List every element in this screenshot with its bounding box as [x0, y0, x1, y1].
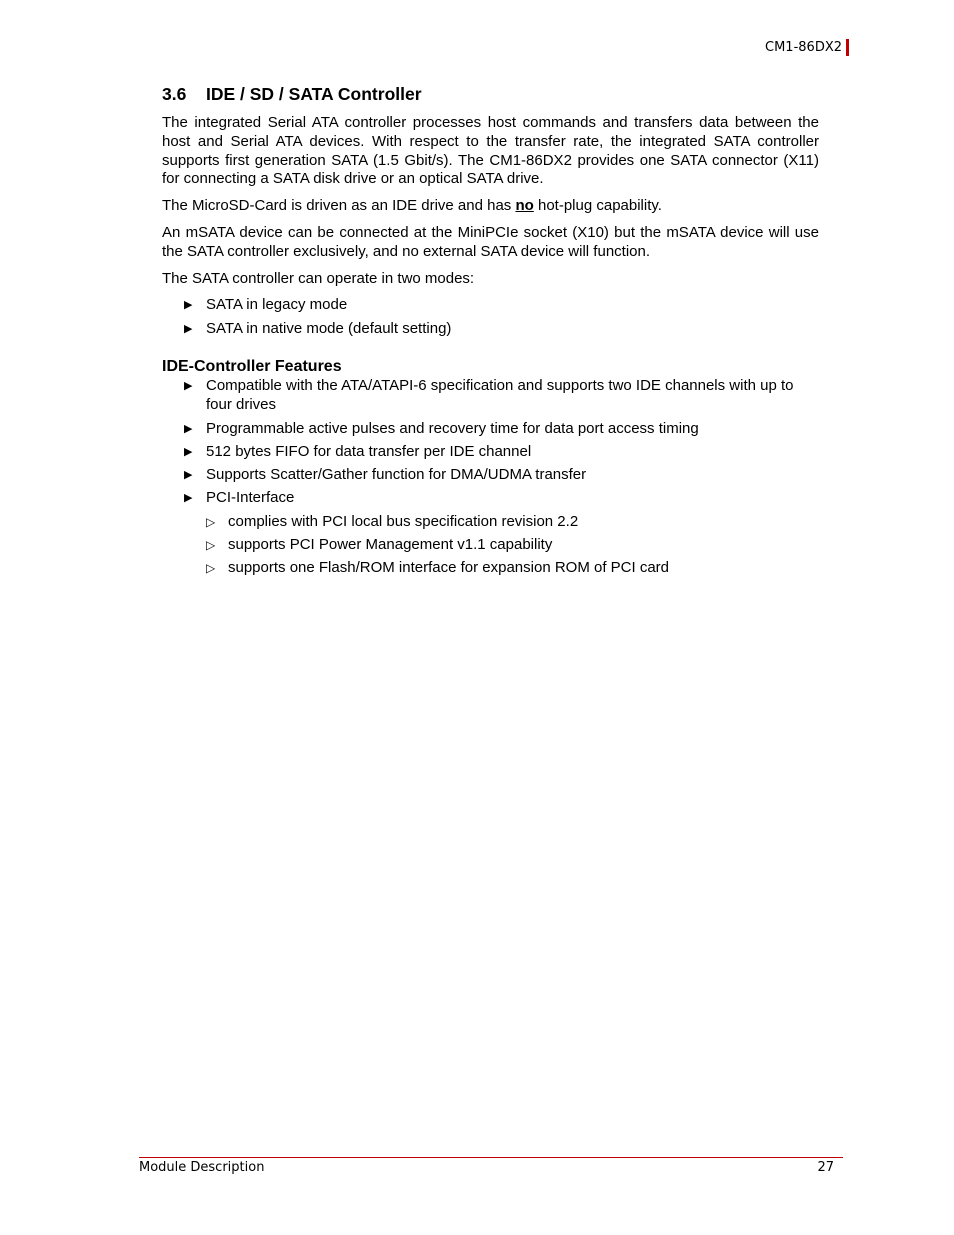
list-item-text: SATA in legacy mode	[206, 296, 348, 314]
triangle-bullet-icon: ▶	[184, 322, 193, 335]
list-item	[162, 296, 819, 315]
list-item	[162, 443, 819, 462]
list-item	[162, 489, 819, 578]
list-item-text: Programmable active pulses and recovery time for data port access timing	[206, 419, 699, 437]
footer-divider	[139, 1157, 843, 1158]
section-number: 3.6	[162, 84, 187, 104]
triangle-bullet-icon: ▶	[184, 380, 193, 393]
list-item-text: SATA in native mode (default setting)	[206, 319, 452, 337]
paragraph-microsd	[162, 197, 819, 216]
triangle-bullet-icon: ▶	[184, 469, 193, 482]
section-heading	[162, 83, 819, 105]
list-item	[162, 466, 819, 485]
sub-list-item	[162, 536, 819, 555]
list-item	[162, 420, 819, 439]
section-title: IDE / SD / SATA Controller	[206, 84, 422, 104]
microsd-text-end: hot-plug capability.	[533, 197, 662, 215]
product-name: CM1-86DX2	[765, 40, 842, 55]
paragraph-msata: An mSATA device can be connected at the MiniPCIe socket (X10) but the mSATA device will use the SATA controller exclusively, and no external SATA device will function.	[162, 223, 819, 260]
list-item-text: Compatible with the ATA/ATAPI-6 specification and supports two IDE channels with up to four drives	[206, 377, 794, 414]
list-item	[162, 377, 819, 415]
paragraph-sata-intro: The integrated Serial ATA controller processes host commands and transfers data between the host and Serial ATA devices. With respect to the transfer rate, the integrated SATA controller supports first generation SATA (1.5 Gbit/s). The CM1-86DX2 provides one SATA connector (X11) for connecting a SATA disk drive or an optical SATA drive.	[162, 114, 819, 188]
triangle-bullet-icon: ▶	[184, 492, 193, 505]
sub-list-item	[162, 559, 819, 578]
list-item-text: Supports Scatter/Gather function for DMA/UDMA transfer	[206, 466, 587, 484]
sub-list-item-text: complies with PCI local bus specification revision 2.2	[228, 512, 579, 530]
paragraph-modes-intro: The SATA controller can operate in two modes:	[162, 269, 475, 287]
open-triangle-bullet-icon: ▷	[206, 514, 216, 529]
features-list	[162, 377, 819, 578]
header-accent-bar	[846, 39, 849, 56]
running-header	[765, 39, 849, 56]
modes-list	[162, 296, 819, 338]
main-content	[162, 83, 819, 578]
sub-list-item-text: supports PCI Power Management v1.1 capability	[228, 536, 553, 554]
footer-chapter: Module Description	[139, 1160, 265, 1175]
triangle-bullet-icon: ▶	[184, 422, 193, 435]
open-triangle-bullet-icon: ▷	[206, 561, 216, 576]
sub-list-item	[162, 513, 819, 532]
triangle-bullet-icon: ▶	[184, 445, 193, 458]
list-item	[162, 320, 819, 339]
microsd-text-start: The MicroSD-Card is driven as an IDE drive and has	[162, 197, 516, 215]
sub-list-item-text: supports one Flash/ROM interface for expansion ROM of PCI card	[228, 559, 670, 577]
page-number: 27	[817, 1160, 834, 1175]
triangle-bullet-icon: ▶	[184, 299, 193, 312]
list-item-text: 512 bytes FIFO for data transfer per IDE channel	[206, 442, 532, 460]
emphasis-no: no	[515, 197, 534, 215]
pci-sub-list	[162, 513, 819, 578]
features-heading: IDE-Controller Features	[162, 358, 342, 376]
list-item-text: PCI-Interface	[206, 489, 295, 507]
open-triangle-bullet-icon: ▷	[206, 538, 216, 553]
